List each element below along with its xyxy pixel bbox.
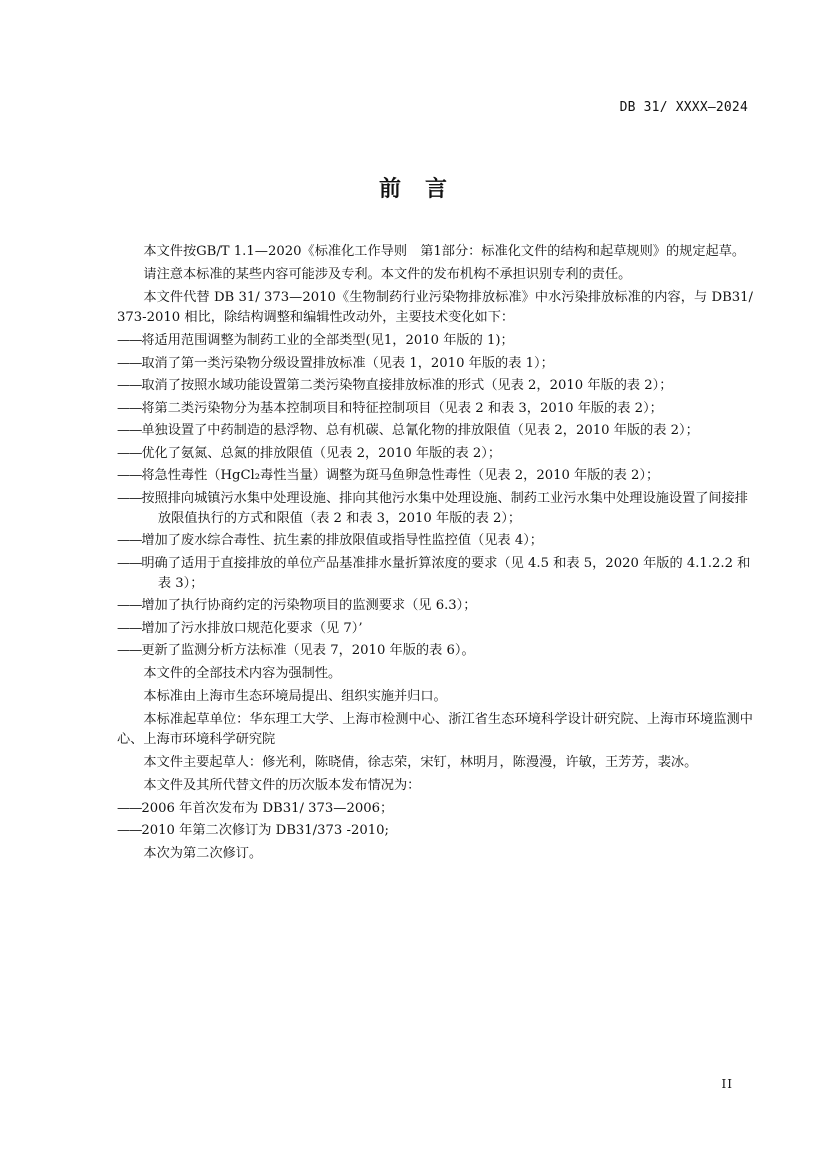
dash-marker: —— [117,620,142,636]
list-item-text: 将第二类污染物分为基本控制项目和特征控制项目（见表 2 和表 3，2010 年版的表 2）； [141,400,663,416]
foreword-body [117,242,753,867]
dash-marker: —— [117,533,142,548]
list-item [117,596,753,616]
dash-marker: —— [117,468,142,483]
list-item [117,331,753,351]
paragraph: 本文件主要起草人：修光利，陈晓倩，徐志荣，宋钉，林明月，陈漫漫，许敏，王芳芳，裴冰。 [143,754,698,770]
dash-marker: —— [117,423,142,438]
page-number: II [721,1077,733,1091]
page-title: 前言 [378,177,471,202]
list-item-text: 取消了第一类污染物分级设置排放标准（见表 1，2010 年版的表 1）； [141,355,554,371]
paragraph: 本文件及其所代替文件的历次版本发布情况为： [143,777,421,793]
list-item [117,444,753,464]
list-item [117,799,753,819]
paragraph: 本次为第二次修订。 [143,845,263,861]
paragraph: 请注意本标准的某些内容可能涉及专利。本文件的发布机构不承担识别专利的责任。 [143,267,632,282]
list-item-text: 明确了适用于直接排放的单位产品基准排水量折算浓度的要求（见 4.5 和表 5，2020 年版的 4.1.2.2 和表 3）； [141,555,751,591]
list-item [117,641,753,661]
list-item [117,421,753,441]
dash-marker: —— [117,445,142,461]
dash-marker: —— [117,643,142,658]
dash-marker: —— [117,555,142,571]
list-item-text: 增加了废水综合毒性、抗生素的排放限值或指导性监控值（见表 4）； [141,533,543,548]
paragraph: 本文件按GB/T 1.1—2020《标准化工作导则 第1部分：标准化文件的结构和起草规则》的规定起草。 [143,244,746,259]
list-item [117,821,753,841]
list-item [117,619,753,639]
list-item-text: 2010 年第二次修订为 DB31/373 -2010; [141,823,389,838]
dash-marker: —— [117,400,142,416]
dash-marker: —— [117,490,142,506]
dash-marker: —— [117,355,142,371]
paragraph: 本标准由上海市生态环境局提出、组织实施并归口。 [143,688,447,704]
list-item [117,531,753,551]
list-item-text: 取消了按照水域功能设置第二类污染物直接排放标准的形式（见表 2，2010 年版的表 2）； [141,378,673,393]
history-list [117,799,753,842]
dash-marker: —— [117,378,142,393]
list-item-text: 将适用范围调整为制药工业的全部类型(见1，2010 年版的 1)； [141,333,514,348]
list-item [117,354,753,374]
list-item [117,554,753,594]
paragraph: 本文件的全部技术内容为强制性。 [143,665,342,681]
list-item [117,489,753,529]
list-item-text: 将急性毒性（HgCl₂毒性当量）调整为斑马鱼卵急性毒性（见表 2，2010 年版的表 2）； [141,468,660,483]
list-item-text: 2006 年首次发布为 DB31/ 373—2006； [141,800,394,816]
list-item-text: 增加了污水排放口规范化要求（见 7）’ [141,620,363,636]
list-item [117,466,753,486]
dash-marker: —— [117,823,142,838]
standard-code: DB 31/ XXXX—2024 [619,100,748,115]
dash-marker: —— [117,598,142,613]
list-item-text: 更新了监测分析方法标准（见表 7，2010 年版的表 6）。 [141,643,475,658]
list-item [117,376,753,396]
list-item-text: 单独设置了中药制造的悬浮物、总有机碳、总氰化物的排放限值（见表 2，2010 年版的表 2）； [141,423,699,438]
dash-marker: —— [117,333,142,348]
paragraph: 本文件代替 DB 31/ 373—2010《生物制药行业污染物排放标准》中水污染排放标准的内容，与 DB31/ 373-2010 相比，除结构调整和编辑性改动外，主要技术变化如下： [117,290,753,325]
changes-list [117,331,753,661]
list-item [117,399,753,419]
list-item-text: 按照排向城镇污水集中处理设施、排向其他污水集中处理设施、制药工业污水集中处理设施设置了间接排放限值执行的方式和限值（表 2 和表 3，2010 年版的表 2）； [141,490,748,526]
list-item-text: 增加了执行协商约定的污染物项目的监测要求（见 6.3）； [141,598,477,613]
list-item-text: 优化了氨氮、总氮的排放限值（见表 2，2010 年版的表 2）； [141,445,502,461]
dash-marker: —— [117,800,142,816]
paragraph: 本标准起草单位：华东理工大学、上海市检测中心、浙江省生态环境科学设计研究院、上海市环境监测中心、上海市环境科学研究院 [117,711,753,747]
